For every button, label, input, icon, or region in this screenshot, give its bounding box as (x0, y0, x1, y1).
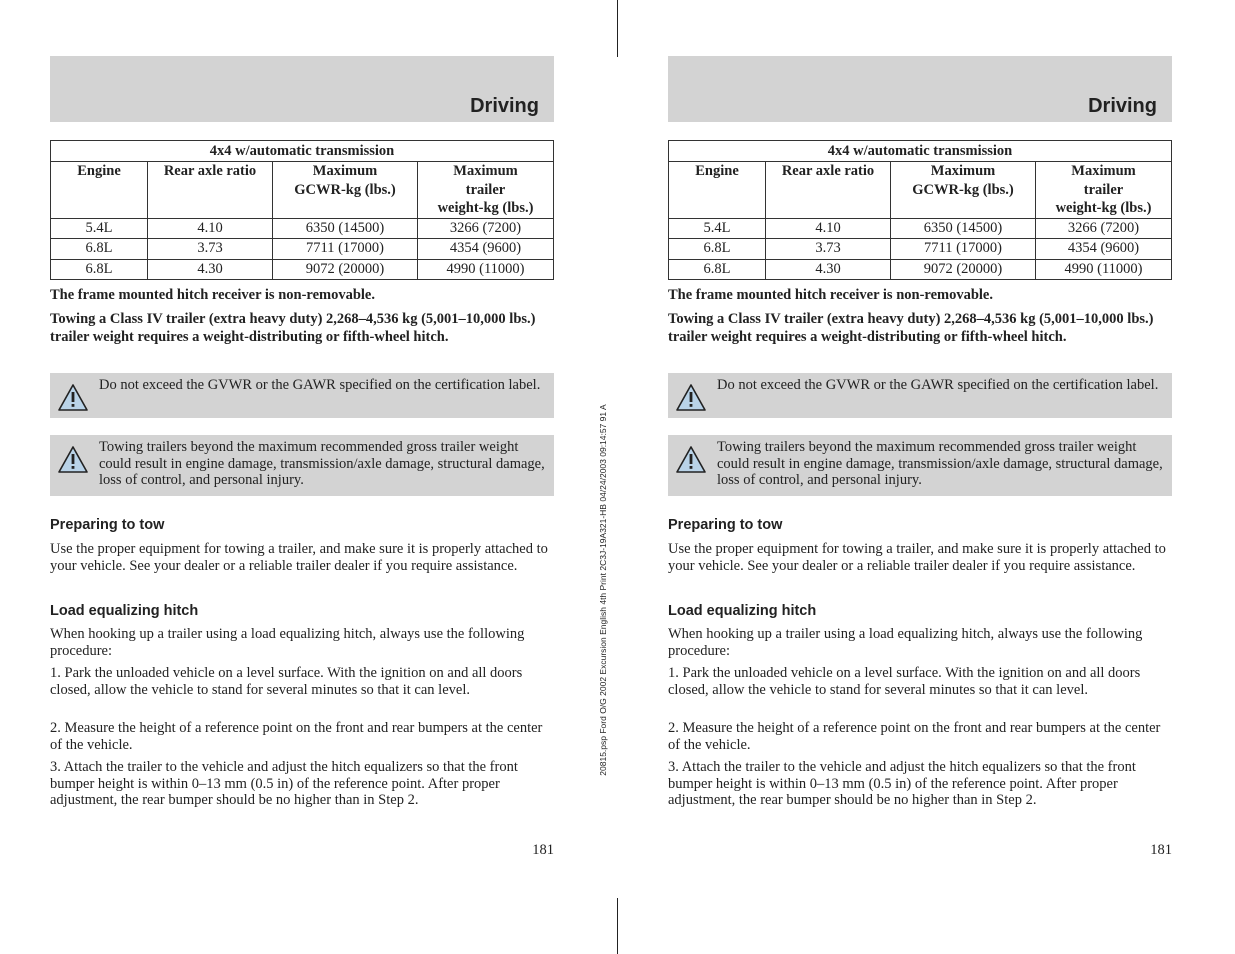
right-page (668, 0, 1172, 954)
heading-load-equalizing-hitch: Load equalizing hitch (668, 603, 817, 619)
load-hitch-intro: When hooking up a trailer using a load equalizing hitch, always use the following procedure: (668, 626, 1143, 659)
cell-engine: 5.4L (51, 218, 148, 239)
heading-preparing-to-tow: Preparing to tow (668, 517, 783, 533)
col-header-gcwr-line1: Maximum (930, 163, 996, 179)
warning-triangle-icon (675, 383, 707, 413)
towing-spec-table (50, 140, 554, 280)
heading-load-equalizing-hitch: Load equalizing hitch (50, 603, 199, 619)
col-header-trailer-line2: trailer (1083, 181, 1124, 198)
warning-triangle-icon (675, 445, 707, 475)
cell-trailer: 4990 (11000) (418, 259, 554, 280)
towing-spec-table (668, 140, 1172, 280)
cell-gcwr: 6350 (14500) (891, 218, 1036, 239)
cell-engine: 5.4L (669, 218, 766, 239)
heading-preparing-to-tow: Preparing to tow (50, 517, 165, 533)
warning-box-gvwr (50, 373, 554, 418)
section-header (50, 56, 554, 122)
col-header-axle: Rear axle ratio (766, 162, 891, 219)
cell-axle: 3.73 (766, 239, 891, 260)
cell-trailer: 4990 (11000) (1036, 259, 1172, 280)
cell-gcwr: 9072 (20000) (273, 259, 418, 280)
col-header-trailer (1036, 162, 1172, 219)
load-hitch-intro: When hooking up a trailer using a load equalizing hitch, always use the following procedure: (50, 626, 525, 659)
table-row (51, 259, 554, 280)
col-header-trailer-line1: Maximum (1071, 163, 1136, 179)
load-hitch-step-3: 3. Attach the trailer to the vehicle and adjust the hitch equalizers so that the front bumper height is within 0–13 mm (0.5 in) of the reference point. After proper adjustment, the rear bumper should be no higher than in Step 2. (50, 759, 518, 808)
cell-axle: 4.10 (148, 218, 273, 239)
warning-text: Towing trailers beyond the maximum recommended gross trailer weight could result in engine damage, transmission/axle damage, structural damage, loss of control, and personal injury. (99, 439, 545, 488)
cell-gcwr: 9072 (20000) (891, 259, 1036, 280)
page-number: 181 (1150, 842, 1172, 858)
section-header (668, 56, 1172, 122)
warning-box-towing (668, 435, 1172, 496)
cell-axle: 3.73 (148, 239, 273, 260)
warning-triangle-icon (57, 383, 89, 413)
cell-gcwr: 6350 (14500) (273, 218, 418, 239)
load-hitch-step-2: 2. Measure the height of a reference point on the front and rear bumpers at the center of the vehicle. (668, 720, 1161, 753)
col-header-trailer (418, 162, 554, 219)
table-header-row (669, 162, 1172, 219)
col-header-gcwr (273, 162, 418, 219)
cell-gcwr: 7711 (17000) (891, 239, 1036, 260)
table-row (669, 259, 1172, 280)
load-hitch-step-3: 3. Attach the trailer to the vehicle and adjust the hitch equalizers so that the front bumper height is within 0–13 mm (0.5 in) of the reference point. After proper adjustment, the rear bumper should be no higher than in Step 2. (668, 759, 1136, 808)
cell-trailer: 4354 (9600) (418, 239, 554, 260)
cell-axle: 4.30 (148, 259, 273, 280)
hitch-receiver-note: The frame mounted hitch receiver is non-removable. (668, 287, 993, 303)
cell-engine: 6.8L (669, 259, 766, 280)
section-title: Driving (1088, 95, 1157, 117)
section-title: Driving (470, 95, 539, 117)
preparing-body: Use the proper equipment for towing a trailer, and make sure it is properly attached to your vehicle. See your dealer or a reliable trailer dealer if you require assistance. (668, 541, 1166, 574)
col-header-gcwr-line2: GCWR-kg (lbs.) (912, 181, 1014, 198)
preparing-body: Use the proper equipment for towing a trailer, and make sure it is properly attached to your vehicle. See your dealer or a reliable trailer dealer if you require assistance. (50, 541, 548, 574)
table-header-row (51, 162, 554, 219)
col-header-trailer-line3: weight-kg (lbs.) (437, 200, 534, 216)
load-hitch-step-2: 2. Measure the height of a reference point on the front and rear bumpers at the center of the vehicle. (50, 720, 543, 753)
cell-trailer: 3266 (7200) (1036, 218, 1172, 239)
cell-engine: 6.8L (669, 239, 766, 260)
col-header-trailer-line1: Maximum (453, 163, 518, 179)
cell-axle: 4.30 (766, 259, 891, 280)
print-slug-text: 20815.psp Ford O/G 2002 Excursion English 4th Print 2C3J-19A321-HB 04/24/2003 09:14:57 91 A (598, 404, 608, 776)
warning-triangle-icon (57, 445, 89, 475)
warning-box-gvwr (668, 373, 1172, 418)
cell-engine: 6.8L (51, 239, 148, 260)
col-header-axle: Rear axle ratio (148, 162, 273, 219)
warning-text: Towing trailers beyond the maximum recommended gross trailer weight could result in engine damage, transmission/axle damage, structural damage, loss of control, and personal injury. (717, 439, 1163, 488)
col-header-engine: Engine (51, 162, 148, 219)
table-row (669, 218, 1172, 239)
page-number: 181 (532, 842, 554, 858)
cell-axle: 4.10 (766, 218, 891, 239)
gutter-line-bottom (617, 898, 618, 954)
hitch-receiver-note: The frame mounted hitch receiver is non-removable. (50, 287, 375, 303)
cell-gcwr: 7711 (17000) (273, 239, 418, 260)
table-row (669, 239, 1172, 260)
table-caption: 4x4 w/automatic transmission (51, 141, 554, 162)
col-header-gcwr-line1: Maximum (312, 163, 378, 179)
col-header-gcwr (891, 162, 1036, 219)
col-header-trailer-line3: weight-kg (lbs.) (1055, 200, 1152, 216)
table-row (51, 239, 554, 260)
gutter-line-top (617, 0, 618, 57)
col-header-gcwr-line2: GCWR-kg (lbs.) (294, 181, 396, 198)
load-hitch-step-1: 1. Park the unloaded vehicle on a level surface. With the ignition on and all doors closed, allow the vehicle to stand for several minutes so that it can level. (50, 665, 523, 698)
cell-trailer: 3266 (7200) (418, 218, 554, 239)
left-page (50, 0, 554, 954)
cell-engine: 6.8L (51, 259, 148, 280)
col-header-engine: Engine (669, 162, 766, 219)
warning-text: Do not exceed the GVWR or the GAWR specified on the certification label. (99, 377, 541, 393)
warning-text: Do not exceed the GVWR or the GAWR specified on the certification label. (717, 377, 1159, 393)
class-iv-note: Towing a Class IV trailer (extra heavy duty) 2,268–4,536 kg (5,001–10,000 lbs.) trailer weight requires a weight-distributing or fifth-wheel hitch. (668, 311, 1154, 345)
table-row (51, 218, 554, 239)
col-header-trailer-line2: trailer (465, 181, 506, 198)
load-hitch-step-1: 1. Park the unloaded vehicle on a level surface. With the ignition on and all doors closed, allow the vehicle to stand for several minutes so that it can level. (668, 665, 1141, 698)
warning-box-towing (50, 435, 554, 496)
cell-trailer: 4354 (9600) (1036, 239, 1172, 260)
table-caption: 4x4 w/automatic transmission (669, 141, 1172, 162)
class-iv-note: Towing a Class IV trailer (extra heavy duty) 2,268–4,536 kg (5,001–10,000 lbs.) trailer weight requires a weight-distributing or fifth-wheel hitch. (50, 311, 536, 345)
